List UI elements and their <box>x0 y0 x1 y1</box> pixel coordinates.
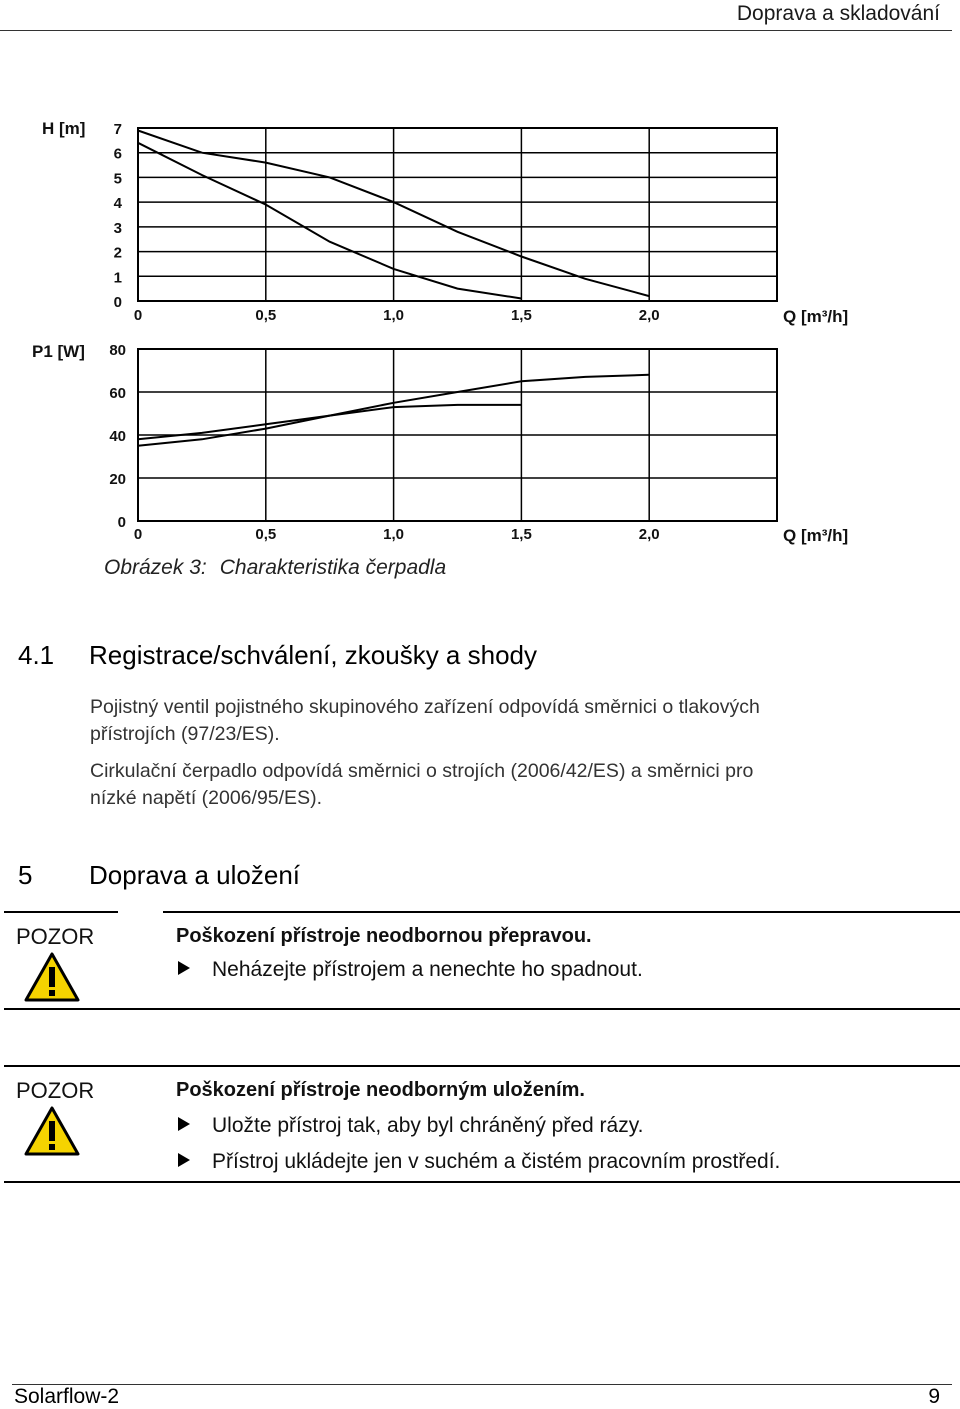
warning-label: POZOR <box>16 1078 95 1103</box>
footer-product: Solarflow-2 <box>14 1385 120 1408</box>
x-tick-label: 1,5 <box>510 307 532 324</box>
warning-item-text: Uložte přístroj tak, aby byl chráněný před rázy. <box>212 1114 644 1137</box>
y-tick-label: 4 <box>113 195 122 213</box>
y-tick-label: 0 <box>117 514 126 531</box>
y-tick-label: 5 <box>113 170 122 188</box>
y-tick-label: 1 <box>113 269 122 287</box>
x-tick-label: 1,0 <box>383 526 405 543</box>
section-number: 4.1 <box>18 640 55 670</box>
running-header: Doprava a skladování <box>736 2 940 25</box>
x-axis-label: Q [m³/h] <box>783 526 849 545</box>
x-tick-label: 0,5 <box>255 526 277 543</box>
y-tick-label: 60 <box>109 385 126 402</box>
y-tick-label: 2 <box>113 244 122 262</box>
paragraph-valve <box>90 694 950 748</box>
warning-top-rule-left <box>4 911 118 913</box>
y-tick-label: 80 <box>109 342 126 359</box>
warning-item <box>178 1114 643 1138</box>
warning-item-text: Přístroj ukládejte jen v suchém a čistém pracovním prostředí. <box>212 1150 781 1173</box>
y-tick-label: 20 <box>109 471 126 488</box>
caption-text: Charakteristika čerpadla <box>219 556 447 579</box>
paragraph-line: Pojistný ventil pojistného skupinového zařízení odpovídá směrnici o tlakových <box>90 696 760 718</box>
section-title: Registrace/schválení, zkoušky a shody <box>89 640 537 670</box>
series-line-curve-2 <box>138 143 521 299</box>
paragraph-pump <box>90 758 950 812</box>
y-tick-label: 0 <box>113 294 122 311</box>
power-chart <box>32 342 848 545</box>
warning-title: Poškození přístroje neodborným uložením. <box>176 1079 585 1101</box>
plot-frame <box>138 128 777 301</box>
bullet-triangle-icon <box>178 1153 190 1167</box>
series-line-curve-2 <box>138 405 521 439</box>
warning-title: Poškození přístroje neodbornou přepravou. <box>176 925 592 947</box>
x-tick-label: 0,5 <box>255 307 277 324</box>
head-chart <box>42 119 848 326</box>
y-axis-label: H [m] <box>42 119 86 138</box>
x-tick-label: 1,0 <box>383 307 405 324</box>
section-number: 5 <box>18 860 33 890</box>
y-tick-label: 6 <box>113 145 122 163</box>
warning-label: POZOR <box>16 924 95 949</box>
y-tick-label: 40 <box>109 428 126 445</box>
footer-page-number: 9 <box>928 1385 940 1408</box>
x-tick-label: 1,5 <box>510 526 532 543</box>
section-title: Doprava a uložení <box>89 860 301 890</box>
warning-triangle-icon <box>24 1106 80 1156</box>
paragraph-line: Cirkulační čerpadlo odpovídá směrnici o strojích (2006/42/ES) a směrnici pro <box>90 760 754 782</box>
caption-label: Obrázek 3: <box>104 556 207 579</box>
x-tick-label: 0 <box>133 307 143 324</box>
bullet-triangle-icon <box>178 1117 190 1131</box>
x-tick-label: 2,0 <box>638 307 660 324</box>
y-tick-label: 7 <box>113 121 122 138</box>
warning-bottom-rule <box>4 1008 960 1010</box>
paragraph-line: nízké napětí (2006/95/ES). <box>90 787 322 809</box>
warning-item <box>178 1150 780 1174</box>
warning-bottom-rule <box>4 1181 960 1183</box>
section-heading-4-1 <box>18 640 537 671</box>
x-tick-label: 0 <box>133 526 143 543</box>
figure-caption <box>104 556 446 580</box>
warning-triangle-icon <box>24 952 80 1002</box>
y-axis-label: P1 [W] <box>32 342 85 361</box>
x-axis-label: Q [m³/h] <box>783 307 849 326</box>
warning-item-text: Neházejte přístrojem a nenechte ho spadnout. <box>212 958 643 981</box>
section-heading-5 <box>18 860 300 891</box>
warning-top-rule-right <box>163 911 960 913</box>
y-tick-label: 3 <box>113 219 122 237</box>
paragraph-line: přístrojích (97/23/ES). <box>90 723 280 745</box>
bullet-triangle-icon <box>178 961 190 975</box>
footer-divider <box>12 1384 952 1385</box>
warning-item <box>178 958 643 982</box>
warning-top-rule <box>4 1065 960 1067</box>
pump-characteristic-charts <box>0 0 960 600</box>
x-tick-label: 2,0 <box>638 526 660 543</box>
